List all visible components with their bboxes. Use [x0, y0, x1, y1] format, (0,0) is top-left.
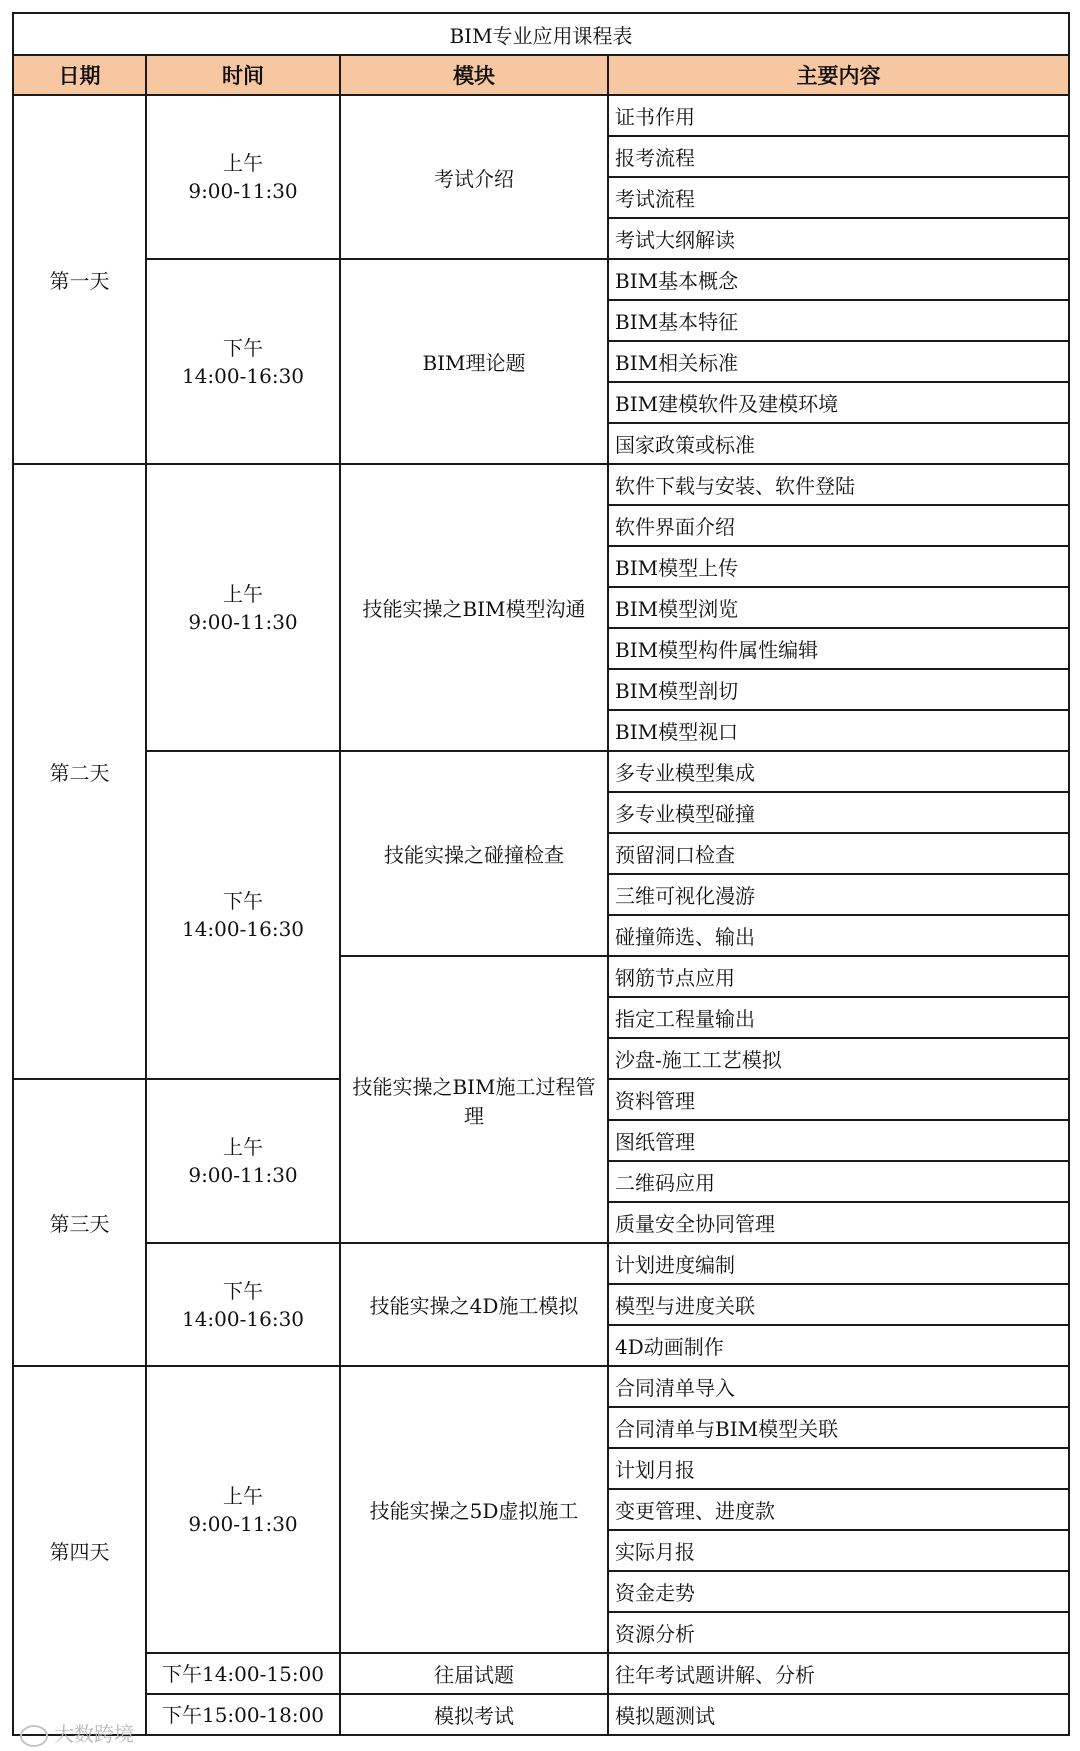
content-cell: 计划月报 — [608, 1448, 1069, 1489]
time-cell — [146, 259, 340, 464]
content-cell: 图纸管理 — [608, 1120, 1069, 1161]
content-cell: 合同清单与BIM模型关联 — [608, 1407, 1069, 1448]
module-cell: 技能实操之BIM施工过程管理 — [340, 956, 608, 1243]
content-cell: 证书作用 — [608, 95, 1069, 136]
day-cell: 第一天 — [13, 95, 146, 464]
schedule-sheet — [12, 12, 1068, 1736]
content-cell: 三维可视化漫游 — [608, 874, 1069, 915]
header-module: 模块 — [340, 55, 608, 95]
table-row — [13, 1653, 1069, 1694]
content-cell: 多专业模型集成 — [608, 751, 1069, 792]
content-cell: BIM建模软件及建模环境 — [608, 382, 1069, 423]
watermark-text: 大数跨境 — [54, 1722, 134, 1746]
content-cell: 碰撞筛选、输出 — [608, 915, 1069, 956]
time-range: 9:00-11:30 — [188, 179, 298, 203]
time-cell — [146, 1366, 340, 1653]
header-date: 日期 — [13, 55, 146, 95]
time-range: 14:00-16:30 — [181, 363, 305, 388]
module-cell: 技能实操之碰撞检查 — [340, 751, 608, 956]
content-cell: 模型与进度关联 — [608, 1284, 1069, 1325]
time-period: 下午 — [223, 889, 263, 913]
time-cell — [146, 751, 340, 1079]
table-row — [13, 1694, 1069, 1735]
content-cell: BIM模型视口 — [608, 710, 1069, 751]
module-cell: 模拟考试 — [340, 1694, 608, 1735]
time-period: 上午 — [223, 581, 263, 606]
content-cell: 质量安全协同管理 — [608, 1202, 1069, 1243]
table-row — [13, 1366, 1069, 1407]
content-cell: 计划进度编制 — [608, 1243, 1069, 1284]
content-cell: 实际月报 — [608, 1530, 1069, 1571]
time-period: 下午 — [223, 1278, 263, 1303]
time-period: 上午 — [223, 1483, 263, 1508]
content-cell: 多专业模型碰撞 — [608, 792, 1069, 833]
content-cell: 钢筋节点应用 — [608, 956, 1069, 997]
content-cell: BIM模型构件属性编辑 — [608, 628, 1069, 669]
content-cell: 沙盘-施工工艺模拟 — [608, 1038, 1069, 1079]
course-schedule-table — [12, 12, 1070, 1736]
content-cell: 考试流程 — [608, 177, 1069, 218]
content-cell: 资源分析 — [608, 1612, 1069, 1653]
content-cell: BIM相关标准 — [608, 341, 1069, 382]
content-cell: 预留洞口检查 — [608, 833, 1069, 874]
table-row — [13, 259, 1069, 300]
title-row — [13, 13, 1069, 55]
header-time: 时间 — [146, 55, 340, 95]
content-cell: 软件下载与安装、软件登陆 — [608, 464, 1069, 505]
time-period: 上午 — [223, 1135, 263, 1159]
content-cell: 变更管理、进度款 — [608, 1489, 1069, 1530]
header-row — [13, 55, 1069, 95]
watermark-logo-icon — [20, 1725, 48, 1747]
content-cell: BIM模型剖切 — [608, 669, 1069, 710]
content-cell: BIM基本特征 — [608, 300, 1069, 341]
content-cell: BIM模型浏览 — [608, 587, 1069, 628]
day-cell: 第四天 — [13, 1366, 146, 1735]
time-range: 9:00-11:30 — [188, 1511, 298, 1536]
module-cell: 往届试题 — [340, 1653, 608, 1694]
table-row — [13, 95, 1069, 136]
time-cell: 下午15:00-18:00 — [146, 1694, 340, 1735]
module-cell: 技能实操之BIM模型沟通 — [340, 464, 608, 751]
table-title: BIM专业应用课程表 — [13, 13, 1069, 55]
time-range: 14:00-16:30 — [181, 917, 305, 941]
time-range: 14:00-16:30 — [181, 1306, 305, 1331]
module-cell: 考试介绍 — [340, 95, 608, 259]
content-cell: 考试大纲解读 — [608, 218, 1069, 259]
header-content: 主要内容 — [608, 55, 1069, 95]
time-range: 9:00-11:30 — [188, 1163, 298, 1187]
content-cell: 往年考试题讲解、分析 — [608, 1653, 1069, 1694]
time-period: 上午 — [223, 151, 263, 175]
content-cell: 软件界面介绍 — [608, 505, 1069, 546]
table-row — [13, 464, 1069, 505]
content-cell: 合同清单导入 — [608, 1366, 1069, 1407]
table-row — [13, 751, 1069, 792]
content-cell: BIM模型上传 — [608, 546, 1069, 587]
time-range: 9:00-11:30 — [188, 609, 298, 634]
content-cell: 模拟题测试 — [608, 1694, 1069, 1735]
day-cell: 第二天 — [13, 464, 146, 1079]
module-cell: 技能实操之4D施工模拟 — [340, 1243, 608, 1366]
time-cell — [146, 95, 340, 259]
content-cell: 国家政策或标准 — [608, 423, 1069, 464]
module-cell: 技能实操之5D虚拟施工 — [340, 1366, 608, 1653]
content-cell: BIM基本概念 — [608, 259, 1069, 300]
content-cell: 4D动画制作 — [608, 1325, 1069, 1366]
content-cell: 二维码应用 — [608, 1161, 1069, 1202]
content-cell: 指定工程量输出 — [608, 997, 1069, 1038]
module-cell: BIM理论题 — [340, 259, 608, 464]
watermark — [20, 1718, 134, 1747]
content-cell: 报考流程 — [608, 136, 1069, 177]
time-cell — [146, 464, 340, 751]
content-cell: 资料管理 — [608, 1079, 1069, 1120]
table-row — [13, 1243, 1069, 1284]
time-cell — [146, 1079, 340, 1243]
day-cell: 第三天 — [13, 1079, 146, 1366]
content-cell: 资金走势 — [608, 1571, 1069, 1612]
time-period: 下午 — [223, 335, 263, 360]
time-cell: 下午14:00-15:00 — [146, 1653, 340, 1694]
time-cell — [146, 1243, 340, 1366]
